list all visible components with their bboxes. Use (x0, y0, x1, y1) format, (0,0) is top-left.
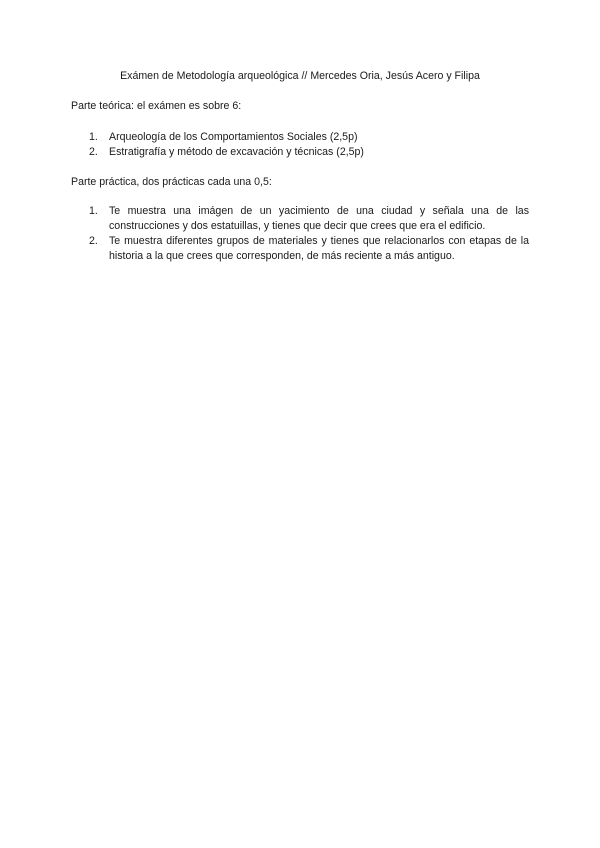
list-item (71, 130, 529, 145)
list-item-text: Te muestra diferentes grupos de materiales y tienes que relacionarlos con etapas de la historia a la que crees que corresponden, de más reciente a más antiguo. (109, 235, 529, 262)
list-item (71, 145, 529, 160)
list-item-text: Estratigrafía y método de excavación y técnicas (2,5p) (109, 146, 364, 158)
list-item-number: 2. (89, 235, 98, 247)
list-item-number: 2. (89, 146, 98, 158)
list-item (71, 204, 529, 234)
theory-heading: Parte teórica: el exámen es sobre 6: (71, 100, 242, 112)
list-item-text: Te muestra una imágen de un yacimiento de una ciudad y señala una de las construcciones y dos estatuillas, y tienes que decir que crees que era el edificio. (109, 205, 529, 232)
document-title: Exámen de Metodología arqueológica // Mercedes Oria, Jesús Acero y Filipa (120, 70, 480, 82)
list-item-text: Arqueología de los Comportamientos Sociales (2,5p) (109, 131, 358, 143)
practice-list (71, 204, 529, 264)
theory-list (71, 130, 529, 160)
list-item-number: 1. (89, 131, 98, 143)
list-item-number: 1. (89, 205, 98, 217)
practice-heading: Parte práctica, dos prácticas cada una 0,5: (71, 176, 272, 188)
list-item (71, 234, 529, 264)
